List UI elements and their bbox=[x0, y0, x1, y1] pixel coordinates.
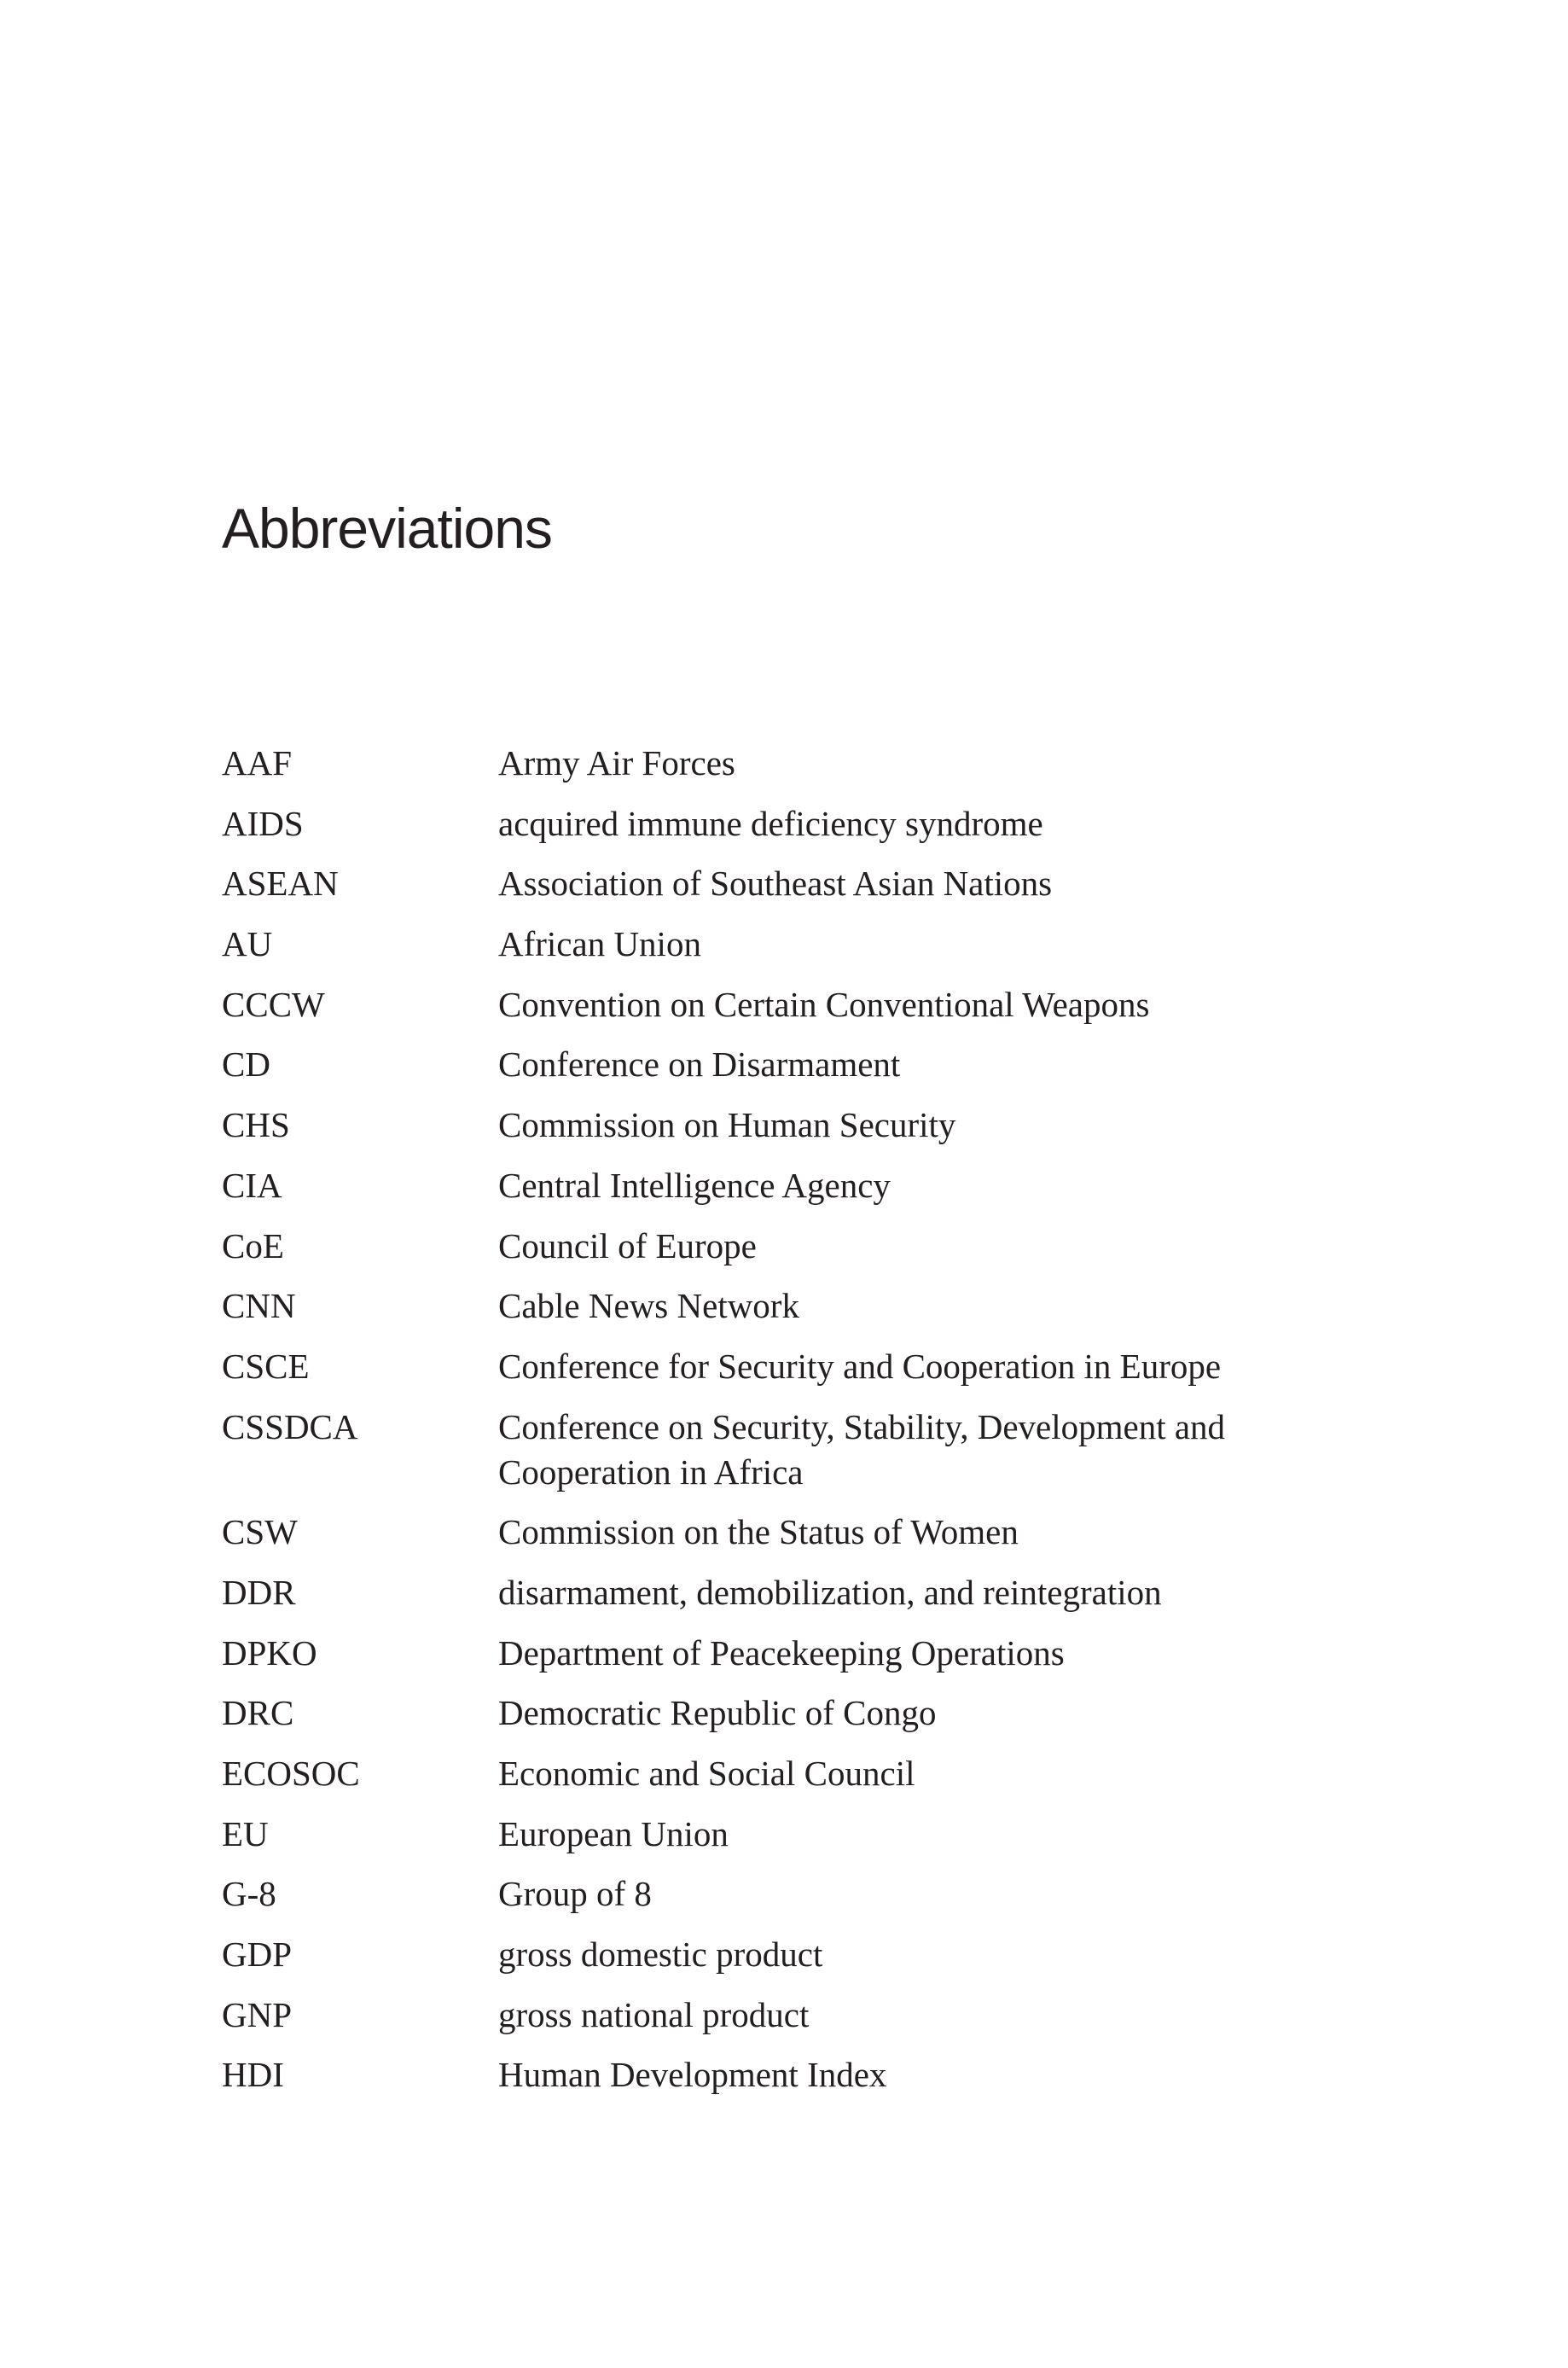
abbreviation-meaning: African Union bbox=[498, 924, 701, 964]
abbreviation-row bbox=[222, 1932, 1399, 1977]
abbreviation-term: CSSDCA bbox=[222, 1406, 358, 1446]
abbreviation-row bbox=[222, 922, 1399, 967]
abbreviation-meaning: Conference on Security, Stability, Development and Cooperation in Africa bbox=[498, 1406, 1226, 1492]
abbreviation-meaning: Commission on Human Security bbox=[498, 1105, 956, 1145]
abbreviation-meaning: Central Intelligence Agency bbox=[498, 1165, 891, 1205]
abbreviation-meaning: Conference on Disarmament bbox=[498, 1044, 901, 1085]
abbreviation-meaning: Cable News Network bbox=[498, 1286, 799, 1326]
abbreviation-term: AAF bbox=[222, 743, 293, 783]
abbreviation-meaning: disarmament, demobilization, and reintegration bbox=[498, 1572, 1162, 1612]
abbreviation-term: AU bbox=[222, 924, 273, 964]
abbreviation-term: AIDS bbox=[222, 803, 304, 843]
abbreviation-row bbox=[222, 1163, 1399, 1208]
abbreviation-term: CSW bbox=[222, 1512, 298, 1552]
abbreviation-term: EU bbox=[222, 1813, 269, 1853]
abbreviation-row bbox=[222, 1690, 1399, 1736]
abbreviation-meaning: European Union bbox=[498, 1813, 729, 1853]
abbreviation-term: GNP bbox=[222, 1994, 293, 2034]
abbreviation-term: CNN bbox=[222, 1286, 296, 1326]
abbreviation-meaning: Group of 8 bbox=[498, 1874, 652, 1914]
abbreviation-term: ASEAN bbox=[222, 864, 339, 904]
abbreviation-meaning: gross domestic product bbox=[498, 1935, 823, 1975]
abbreviation-row bbox=[222, 861, 1399, 906]
abbreviation-list bbox=[222, 741, 1399, 2113]
abbreviation-meaning: acquired immune deficiency syndrome bbox=[498, 803, 1043, 843]
abbreviation-meaning: Association of Southeast Asian Nations bbox=[498, 864, 1053, 904]
abbreviation-term: HDI bbox=[222, 2055, 284, 2095]
abbreviation-row bbox=[222, 1993, 1399, 2038]
abbreviation-meaning: Conference for Security and Cooperation in Europe bbox=[498, 1346, 1222, 1386]
abbreviation-row bbox=[222, 741, 1399, 786]
abbreviation-term: CHS bbox=[222, 1105, 290, 1145]
page-title: Abbreviations bbox=[222, 497, 552, 560]
abbreviation-row bbox=[222, 1283, 1399, 1329]
abbreviation-term: G-8 bbox=[222, 1874, 276, 1914]
abbreviation-term: ECOSOC bbox=[222, 1754, 360, 1793]
abbreviation-term: CSCE bbox=[222, 1346, 310, 1386]
abbreviation-meaning: Democratic Republic of Congo bbox=[498, 1693, 937, 1733]
abbreviation-term: DDR bbox=[222, 1572, 296, 1612]
abbreviation-row bbox=[222, 1812, 1399, 1857]
abbreviation-meaning: gross national product bbox=[498, 1994, 810, 2034]
abbreviation-term: CIA bbox=[222, 1165, 282, 1205]
abbreviation-row bbox=[222, 1871, 1399, 1917]
abbreviation-meaning: Army Air Forces bbox=[498, 743, 735, 783]
abbreviation-row bbox=[222, 982, 1399, 1027]
abbreviation-row bbox=[222, 1344, 1399, 1389]
abbreviation-row bbox=[222, 1042, 1399, 1087]
abbreviation-row bbox=[222, 1570, 1399, 1615]
abbreviation-meaning: Convention on Certain Conventional Weapons bbox=[498, 984, 1150, 1024]
abbreviation-term: GDP bbox=[222, 1935, 293, 1975]
abbreviation-row bbox=[222, 801, 1399, 847]
abbreviation-term: DRC bbox=[222, 1693, 294, 1733]
abbreviation-row bbox=[222, 1103, 1399, 1148]
abbreviation-term: CD bbox=[222, 1044, 270, 1085]
abbreviation-meaning: Human Development Index bbox=[498, 2055, 887, 2095]
abbreviation-row bbox=[222, 1751, 1399, 1796]
abbreviation-row bbox=[222, 1224, 1399, 1269]
abbreviation-row bbox=[222, 1631, 1399, 1676]
abbreviation-term: CoE bbox=[222, 1225, 284, 1265]
abbreviation-row bbox=[222, 1510, 1399, 1555]
abbreviation-meaning: Department of Peacekeeping Operations bbox=[498, 1632, 1065, 1673]
abbreviation-meaning: Council of Europe bbox=[498, 1225, 757, 1265]
abbreviation-row bbox=[222, 2052, 1399, 2097]
abbreviation-row bbox=[222, 1405, 1399, 1495]
abbreviation-meaning: Economic and Social Council bbox=[498, 1754, 915, 1793]
abbreviation-term: DPKO bbox=[222, 1632, 317, 1673]
abbreviation-meaning: Commission on the Status of Women bbox=[498, 1512, 1019, 1552]
abbreviation-term: CCCW bbox=[222, 984, 325, 1024]
